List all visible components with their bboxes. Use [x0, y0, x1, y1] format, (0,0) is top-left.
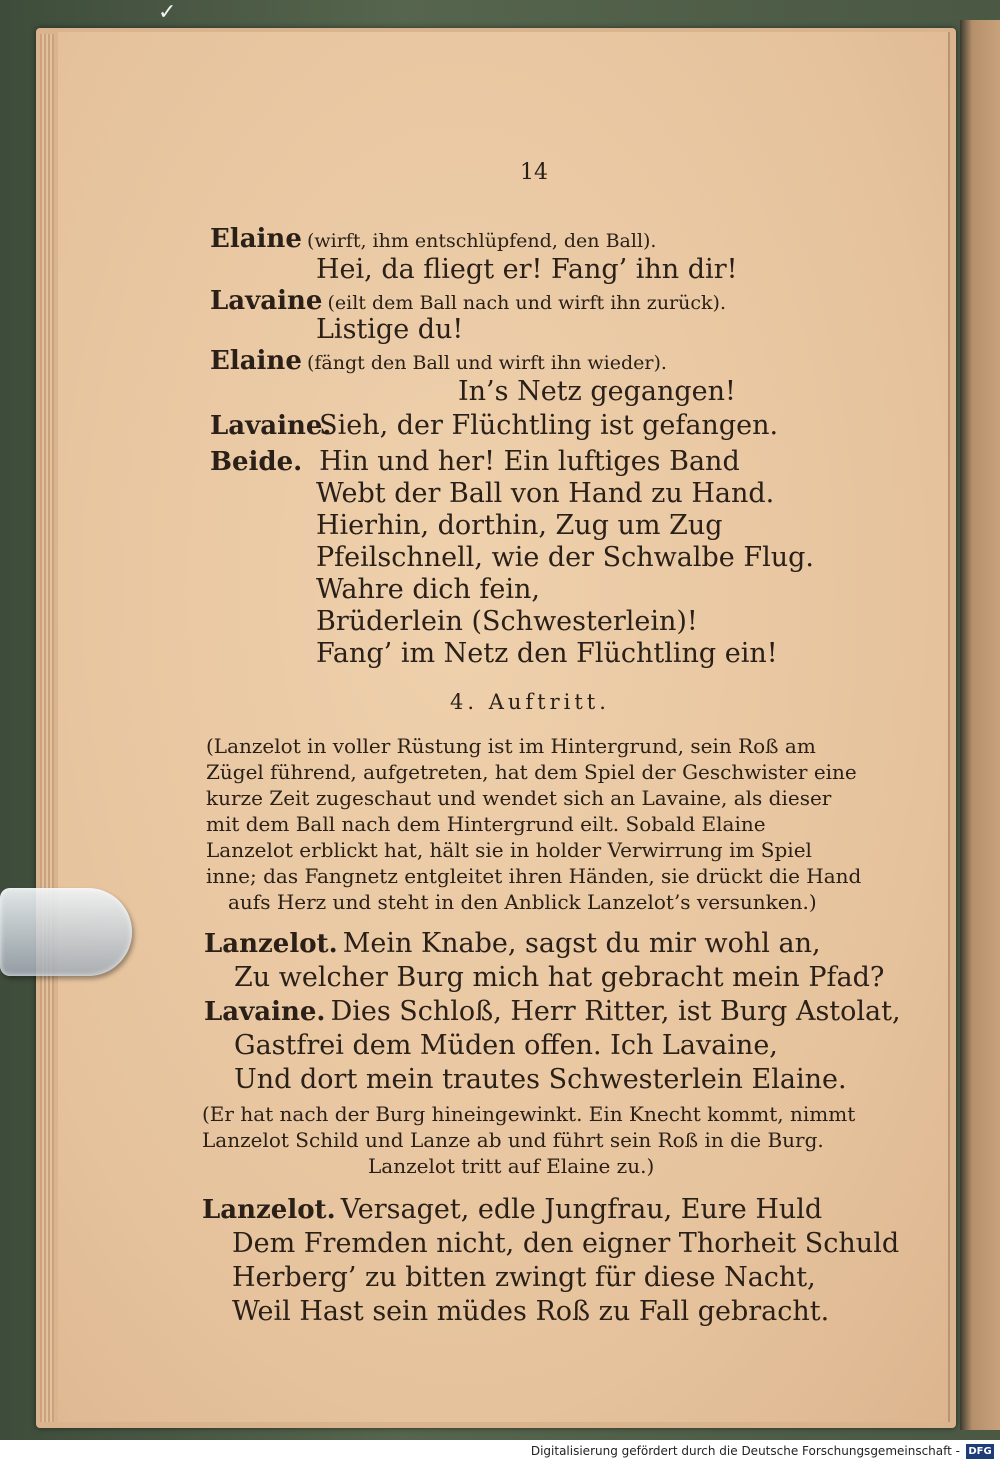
stage-direction-line: kurze Zeit zugeschaut und wendet sich an Lavaine, als dieser — [206, 786, 832, 810]
verse-line: Zu welcher Burg mich hat gebracht mein Pfad? — [234, 962, 885, 993]
verse-line: Pfeilschnell, wie der Schwalbe Flug. — [316, 542, 814, 573]
stage-direction-line: Lanzelot erblickt hat, hält sie in holder Verwirrung im Spiel — [206, 838, 812, 862]
funding-notice: Digitalisierung gefördert durch die Deutsche Forschungsgemeinschaft - — [530, 1444, 960, 1458]
footer-bar — [0, 1440, 1000, 1464]
dialogue-line — [210, 224, 656, 254]
speaker-name: Lanzelot. — [202, 1195, 336, 1225]
book-page — [58, 32, 950, 1422]
dialogue-line — [210, 286, 726, 316]
dialogue-line — [204, 996, 901, 1027]
stage-direction-line: aufs Herz und steht in den Anblick Lanzelot’s versunken.) — [228, 890, 817, 914]
speaker-name: Elaine — [210, 346, 302, 376]
verse-text: Versaget, edle Jungfrau, Eure Huld — [340, 1194, 823, 1225]
dialogue-line — [202, 1194, 822, 1225]
stage-direction-line: mit dem Ball nach dem Hintergrund eilt. Sobald Elaine — [206, 812, 766, 836]
verse-text: Dies Schloß, Herr Ritter, ist Burg Astolat, — [330, 996, 901, 1027]
dialogue-line — [204, 928, 821, 959]
verse-line: Fang’ im Netz den Flüchtling ein! — [316, 638, 778, 669]
stage-direction-line: (Er hat nach der Burg hineingewinkt. Ein Knecht kommt, nimmt — [202, 1102, 856, 1126]
dfg-logo: DFG — [966, 1444, 994, 1459]
verse-line: Wahre dich fein, — [316, 574, 540, 605]
speaker-name: Lanzelot. — [204, 929, 338, 959]
speaker-name: Beide. — [210, 447, 303, 477]
verse-line: Dem Fremden nicht, den eigner Thorheit Schuld — [232, 1228, 900, 1259]
verse-line: Herberg’ zu bitten zwingt für diese Nacht, — [232, 1262, 816, 1293]
stage-direction-line: (Lanzelot in voller Rüstung ist im Hintergrund, sein Roß am — [206, 734, 816, 758]
adjacent-page-edge — [960, 20, 1000, 1430]
stage-direction-line: Zügel führend, aufgetreten, hat dem Spiel der Geschwister eine — [206, 760, 857, 784]
verse-line: Hierhin, dorthin, Zug um Zug — [316, 510, 723, 541]
verse-text: Mein Knabe, sagst du mir wohl an, — [342, 928, 821, 959]
scene-heading: 4. Auftritt. — [450, 690, 610, 714]
dialogue-line — [210, 346, 667, 376]
verse-text: Hin und her! Ein luftiges Band — [319, 446, 740, 477]
stage-direction-line: inne; das Fangnetz entgleitet ihren Händen, sie drückt die Hand — [206, 864, 862, 888]
verse-text: Sieh, der Flüchtling ist gefangen. — [319, 410, 779, 441]
speaker-name: Lavaine. — [204, 997, 326, 1027]
stage-direction: (fängt den Ball und wirft ihn wieder). — [306, 352, 667, 374]
verse-line: Und dort mein trautes Schwesterlein Elaine. — [234, 1064, 847, 1095]
verse-line: Weil Hast sein müdes Roß zu Fall gebracht. — [232, 1296, 830, 1327]
verse-line: Webt der Ball von Hand zu Hand. — [316, 478, 775, 509]
dialogue-line — [210, 410, 778, 441]
verse-line: In’s Netz gegangen! — [458, 376, 736, 407]
stage-direction: (wirft, ihm entschlüpfend, den Ball). — [306, 230, 657, 252]
verse-line: Brüderlein (Schwesterlein)! — [316, 606, 698, 637]
stage-direction-line: Lanzelot tritt auf Elaine zu.) — [368, 1154, 655, 1178]
speaker-name: Lavaine. — [210, 411, 332, 441]
verse-line: Listige du! — [316, 314, 464, 345]
verse-line: Gastfrei dem Müden offen. Ich Lavaine, — [234, 1030, 778, 1061]
glass-page-clip — [0, 888, 132, 976]
speaker-name: Lavaine — [210, 286, 323, 316]
dialogue-line — [210, 446, 740, 477]
corner-check-mark: ✓ — [158, 0, 177, 25]
speaker-name: Elaine — [210, 224, 302, 254]
stage-direction-line: Lanzelot Schild und Lanze ab und führt sein Roß in die Burg. — [202, 1128, 824, 1152]
stage-direction: (eilt dem Ball nach und wirft ihn zurück). — [327, 292, 726, 314]
page-number: 14 — [520, 160, 548, 185]
verse-line: Hei, da fliegt er! Fang’ ihn dir! — [316, 254, 738, 285]
